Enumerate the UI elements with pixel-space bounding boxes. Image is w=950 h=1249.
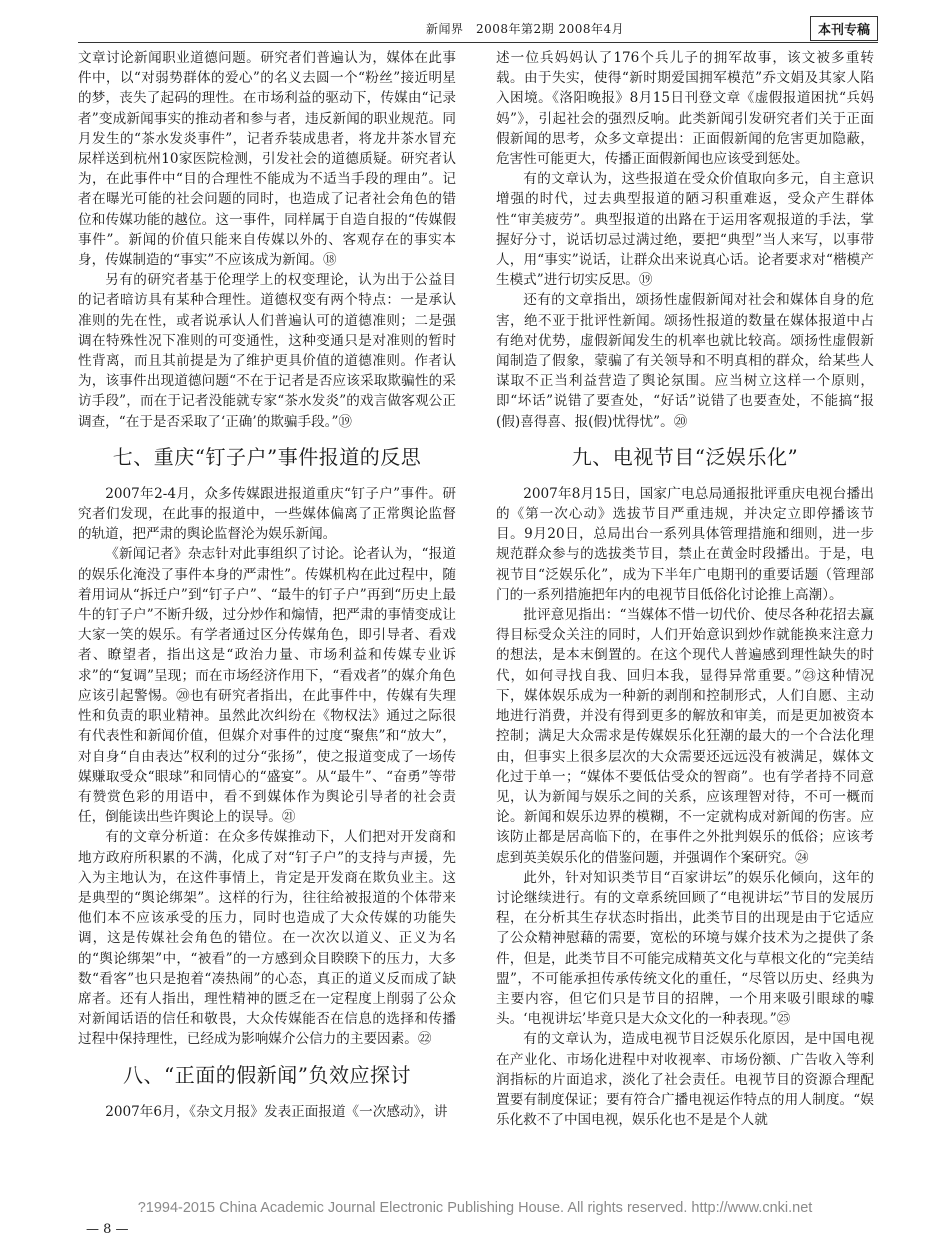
paragraph: 文章讨论新闻职业道德问题。研究者们普遍认为，媒体在此事件中，以“对弱势群体的爱心”的名义去圆一个“粉丝”接近明星的梦，丧失了起码的理性。在市场利益的驱动下，传媒由“记录者”变成新闻事实的推动者和参与者，违反新闻的职业规范。同月发生的“茶水发炎事件”，记者乔装成患者，将龙井茶水冒充尿样送到杭州10家医院检测，引发社会的道德质疑。研究者认为，在此事件中“目的合理性不能成为不适当手段的理由”。记者在曝光可能的社会问题的同时，也造成了记者社会角色的错位和传媒功能的越位。这一事件，同样属于自造自报的“传媒假事件”。新闻的价值只能来自传媒以外的、客观存在的事实本身，传媒制造的“事实”不应该成为新闻。⑱	[78, 50, 456, 269]
paragraph: 有的文章认为，造成电视节目泛娱乐化原因，是中国电视在产业化、市场化进程中对收视率、市场份额、广告收入等利润指标的片面追求，淡化了社会责任。电视节目的资源合理配置要有制度保证；要有符合广播电视运作特点的用人制度。“娱乐化救不了中国电视，娱乐化也不是是个人就	[496, 1031, 874, 1129]
paragraph: 2007年8月15日，国家广电总局通报批评重庆电视台播出的《第一次心动》选拔节目严重违规，并决定立即停播该节目。9月20日，总局出台一系列具体管理措施和细则，进一步规范群众参与的选拔类节目，禁止在黄金时段播出。于是，电视节目“泛娱乐化”，成为下半年广电期刊的重要话题（管理部门的一系列措施把年内的电视节目低俗化讨论推上高潮）。	[496, 485, 874, 603]
paragraph: 批评意见指出：“当媒体不惜一切代价、使尽各种花招去赢得目标受众关注的同时，人们开始意识到炒作就能换来注意力的想法，是本末倒置的。在这个现代人普遍感到理性缺失的时代，如何寻找自我、回归本我，显得异常重要。”㉓这种情况下，媒体娱乐成为一种新的剥削和控制形式，人们自愿、主动地进行消费，并没有得到更多的解放和审美，而是更加被资本控制；满足大众需求是传媒娱乐化狂潮的最大的一个合法化理由，但事实上很多层次的大众需要还远远没有被满足，媒体文化过于单一；“媒体不要低估受众的智商”。也有学者持不同意见，认为新闻与娱乐之间的关系，应该理智对待，不可一概而论。新闻和娱乐边界的模糊，不一定就构成对新闻的伤害。应该防止都是居高临下的，在事件之外批判娱乐的低俗；应该考虑到英美娱乐化的借鉴问题，并强调作个案研究。㉔	[496, 607, 874, 866]
column-label: 本刊专稿	[810, 16, 878, 41]
paragraph: 述一位兵妈妈认了176个兵儿子的拥军故事，该文被多重转载。由于失实，使得“新时期爱国拥军模范”乔文娟及其家人陷入困境。《洛阳晚报》8月15日刊登文章《虚假报道困扰“兵妈妈”》，引起社会的强烈反响。此类新闻引发研究者们关于正面假新闻的思考，众多文章提出：正面假新闻的危害更加隐蔽，危害性可能更大，传播正面假新闻也应该受到惩处。	[496, 50, 874, 168]
paragraph: 2007年6月，《杂文月报》发表正面报道《一次感动》，讲	[105, 1103, 448, 1120]
running-header	[78, 14, 878, 44]
paragraph: 另有的研究者基于伦理学上的权变理论，认为出于公益目的记者暗访具有某种合理性。道德权变有两个特点：一是承认准则的先在性，或者说承认人们普遍认可的道德准则；二是强调在特殊性况下准则的可变通性，这种变通只是对准则的暂时性背离，而且其前提是为了维护更具价值的道德准则。作者认为，该事件出现道德问题“不在于记者是否应该采取欺骗性的采访手段”，而在于记者没能就专家“茶水发炎”的戏言做客观公正调查，“在于是否采取了‘正确’的欺骗手段。”⑲	[78, 272, 456, 430]
section-heading-9: 九、电视节目“泛娱乐化”	[571, 444, 799, 469]
journal-issue: 新闻界 2008年第2期 2008年4月	[426, 22, 625, 36]
page-number: — 8 —	[86, 1222, 129, 1237]
paragraph: 2007年2-4月，众多传媒跟进报道重庆“钉子户”事件。研究者们发现，在此事的报道中，一些媒体偏离了正常舆论监督的轨道，把严肃的舆论监督沦为娱乐新闻。	[78, 485, 456, 543]
paragraph: 有的文章分析道：在众多传媒推动下，人们把对开发商和地方政府所积累的不满，化成了对“钉子户”的支持与声援，先入为主地认为，在这件事情上，肯定是开发商在欺负业主。这是典型的“舆论绑架”。这样的行为，往往给被报道的个体带来他们本不应该承受的压力，同时也造成了大众传媒的功能失调，这是传媒社会角色的错位。在一次次以道义、正义为名的“舆论绑架”中，“被看”的一方感到众目睽睽下的压力，大多数“看客”也只是抱着“凑热闹”的心态，真正的道义反而成了缺席者。还有人指出，理性精神的匮乏在一定程度上削弱了公众对新闻话语的信任和敬畏，大众传媒能否在信息的选择和传播过程中保持理性，已经成为影响媒介公信力的主要因素。㉒	[78, 829, 456, 1048]
right-column	[496, 48, 874, 1216]
header-rule	[78, 42, 878, 43]
left-column	[78, 48, 456, 1216]
copyright-watermark: ?1994-2015 China Academic Journal Electronic Publishing House. All rights reserved. http://www.cnki.net	[137, 1200, 813, 1216]
section-heading-8: 八、“正面的假新闻”负效应探讨	[123, 1062, 411, 1087]
section-heading-7: 七、重庆“钉子户”事件报道的反思	[112, 444, 422, 469]
paragraph: 《新闻记者》杂志针对此事组织了讨论。论者认为，“报道的娱乐化淹没了事件本身的严肃性”。传媒机构在此过程中，随着用词从“拆迁户”到“钉子户”、“最牛的钉子户”再到“历史上最牛的钉子户”不断升级，过分炒作和煽情，把严肃的事情变成让大家一笑的娱乐。有学者通过区分传媒角色，即引导者、看戏者、瞭望者，指出这是“政治力量、市场利益和传媒专业诉求”的“复调”呈现；而在市场经济作用下，“看戏者”的媒介角色应该引起警惕。⑳也有研究者指出，在此事件中，传媒有失理性和负责的职业精神。虽然此次纠纷在《物权法》通过之际很有代表性和新闻价值，但媒介对事件的过度“聚焦”和“放大”，对自身“自由表达”权利的过分“张扬”，使之报道变成了一场传媒赚取受众“眼球”和同情心的“盛宴”。从“最牛”、“奋勇”等带有赞赏色彩的用语中，看不到媒体作为舆论引导者的社会责任，倒能读出些许舆论上的误导。㉑	[78, 546, 456, 826]
paragraph: 还有的文章指出，颂扬性虚假新闻对社会和媒体自身的危害，绝不亚于批评性新闻。颂扬性报道的数量在媒体报道中占有绝对优势，虚假新闻发生的机率也就比较高。颂扬性虚假新闻制造了假象，蒙骗了有关领导和不明真相的群众，给某些人谋取不正当利益营造了舆论氛围。应当树立这样一个原则，即“坏话”说错了要查处，“好话”说错了也要查处，不能搞“报(假)喜得喜、报(假)忧得忧”。⑳	[496, 292, 874, 430]
paragraph: 此外，针对知识类节目“百家讲坛”的娱乐化倾向，这年的讨论继续进行。有的文章系统回顾了“电视讲坛”节目的发展历程，在分析其生存状态时指出，此类节目的出现是由于它适应了公众精神慰藉的需要，宽松的环境与媒介技术为之提供了条件，但是，此类节目不可能完成精英文化与草根文化的“完美结盟”，不可能承担传承传统文化的重任，“尽管以历史、经典为主要内容，但它们只是节目的招牌，一个用来吸引眼球的噱头。‘电视讲坛’毕竟只是大众文化的一种表现。”㉕	[496, 869, 874, 1028]
paragraph: 有的文章认为，这些报道在受众价值取向多元，自主意识增强的时代，过去典型报道的陋习积重难返，受众产生群体性“审美疲劳”。典型报道的出路在于运用客观报道的手法，掌握好分寸，说话切忌过满过绝，要把“典型”当人来写，以事带人，用“事实”说话，让群众出来说真心话。论者要求对“楷模产生模式”进行切实反思。⑲	[496, 171, 874, 289]
